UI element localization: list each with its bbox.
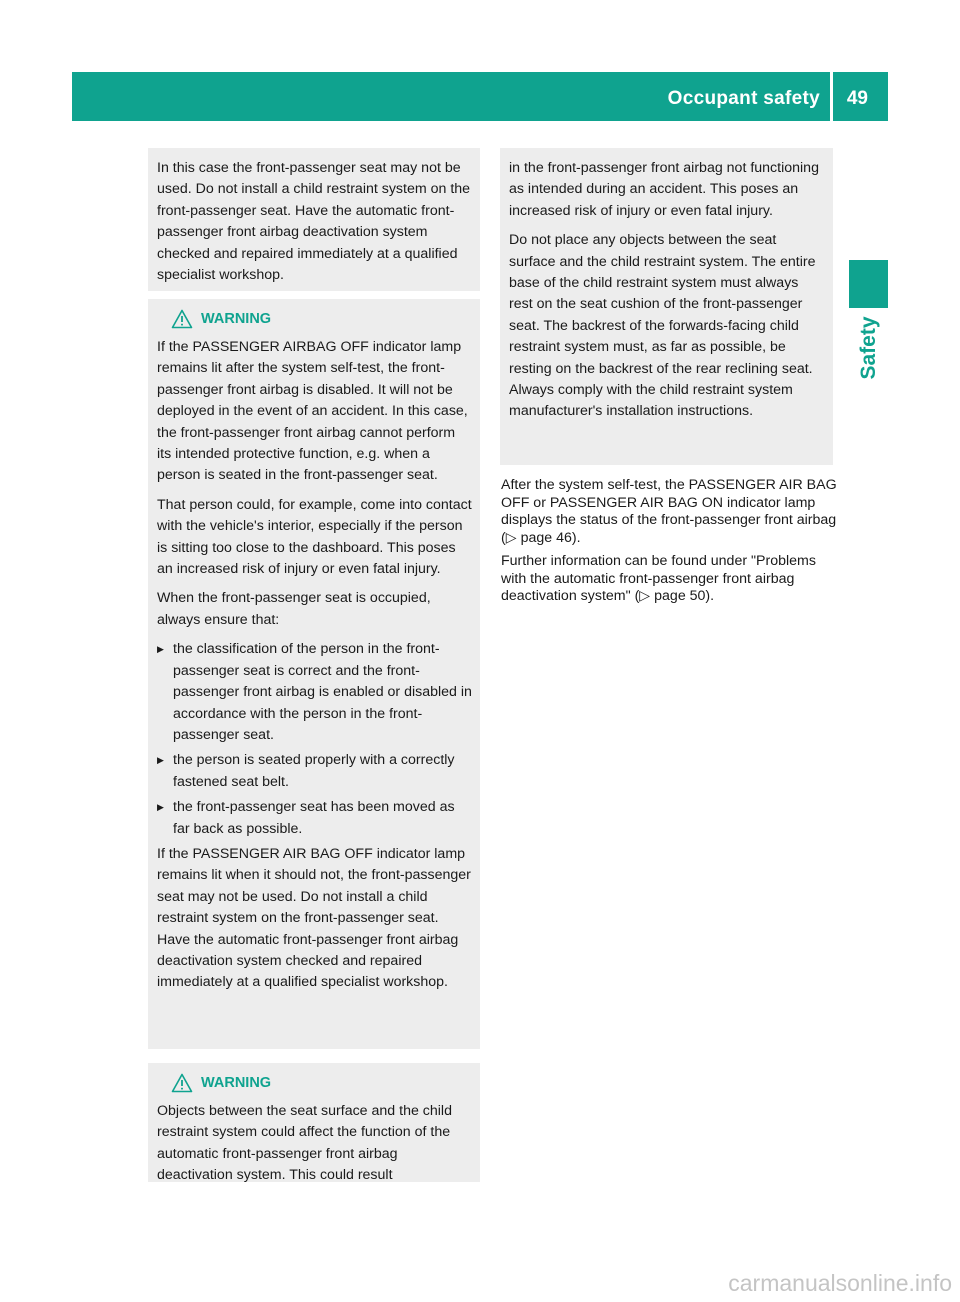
warning-header	[157, 1073, 472, 1093]
page-header	[72, 72, 888, 121]
warning-paragraph: If the PASSENGER AIRBAG OFF indicator lamp remains lit after the system self-test, the front-passenger front airbag is disabled. It will not be deployed in the event of an accident. In this case, the front-passenger front airbag cannot perform its intended protective function, e.g. when a person is seated in the front-passenger seat.	[157, 339, 468, 484]
body-paragraph: After the system self-test, the PASSENGER AIR BAG OFF or PASSENGER AIR BAG ON indicator lamp displays the status of the front-passenger front airbag (▷ page 46).	[501, 477, 837, 546]
warning-paragraph: If the PASSENGER AIR BAG OFF indicator lamp remains lit when it should not, the front-passenger seat may not be used. Do not install a child restraint system on the front-passenger seat. Have the automatic front-passenger front airbag deactivation system checked and repaired immediately at a qualified specialist workshop.	[157, 845, 471, 991]
warning-header	[157, 309, 472, 329]
warning-paragraph: Do not place any objects between the seat surface and the child restraint system. The entire base of the child restraint system must always rest on the seat cushion of the front-passenger seat. The backrest of the forwards-facing child restraint system must, as far as possible, be resting on the backrest of the rear reclining seat. Always comply with the child restraint system manufacturer's installation instructions.	[509, 232, 816, 420]
warning-checklist	[157, 639, 472, 840]
chapter-tab	[849, 260, 888, 308]
warning-label: WARNING	[201, 311, 272, 327]
warning-paragraph: Objects between the seat surface and the child restraint system could affect the function of the automatic front-passenger front airbag deactivation system. This could result	[157, 1103, 452, 1184]
warning-label: WARNING	[201, 1075, 272, 1091]
bullet-triangle-icon: ▶	[157, 755, 164, 766]
intro-paragraph: In this case the front-passenger seat may not be used. Do not install a child restraint system on the front-passenger seat. Have the automatic front-passenger front airbag deactivation system checked and repaired immediately at a qualified specialist workshop.	[157, 160, 471, 284]
warning-box-2	[148, 1063, 480, 1182]
checklist-item: ▶ the classification of the person in the front-passenger seat is correct and the front-passenger front airbag is enabled or disabled in accordance with the person in the front-passenger seat.	[157, 641, 472, 743]
warning-paragraph: When the front-passenger seat is occupied, always ensure that:	[157, 590, 431, 628]
warning-triangle-icon	[171, 1073, 193, 1093]
checklist-item: ▶ the person is seated properly with a correctly fastened seat belt.	[157, 752, 455, 790]
continued-warning-box	[500, 148, 833, 465]
header-divider	[830, 72, 833, 121]
warning-box-1	[148, 299, 480, 1049]
body-text	[501, 477, 837, 612]
section-title: Occupant safety	[667, 88, 820, 109]
chapter-label	[849, 308, 888, 388]
page-number: 49	[846, 88, 868, 109]
bullet-triangle-icon: ▶	[157, 802, 164, 813]
bullet-triangle-icon: ▶	[157, 644, 164, 655]
body-paragraph: Further information can be found under "Problems with the automatic front-passenger front airbag deactivation system" (▷ page 50).	[501, 553, 816, 604]
chapter-label-text: Safety	[856, 316, 880, 380]
warning-paragraph: That person could, for example, come into contact with the vehicle's interior, especially if the person is sitting too close to the dashboard. This poses an increased risk of injury or even fatal injury.	[157, 496, 472, 578]
checklist-item: ▶ the front-passenger seat has been moved as far back as possible.	[157, 799, 455, 837]
warning-paragraph: in the front-passenger front airbag not functioning as intended during an accident. This poses an increased risk of injury or even fatal injury.	[509, 160, 819, 219]
watermark: carmanualsonline.info	[728, 1270, 952, 1296]
warning-triangle-icon	[171, 309, 193, 329]
intro-box	[148, 148, 480, 291]
